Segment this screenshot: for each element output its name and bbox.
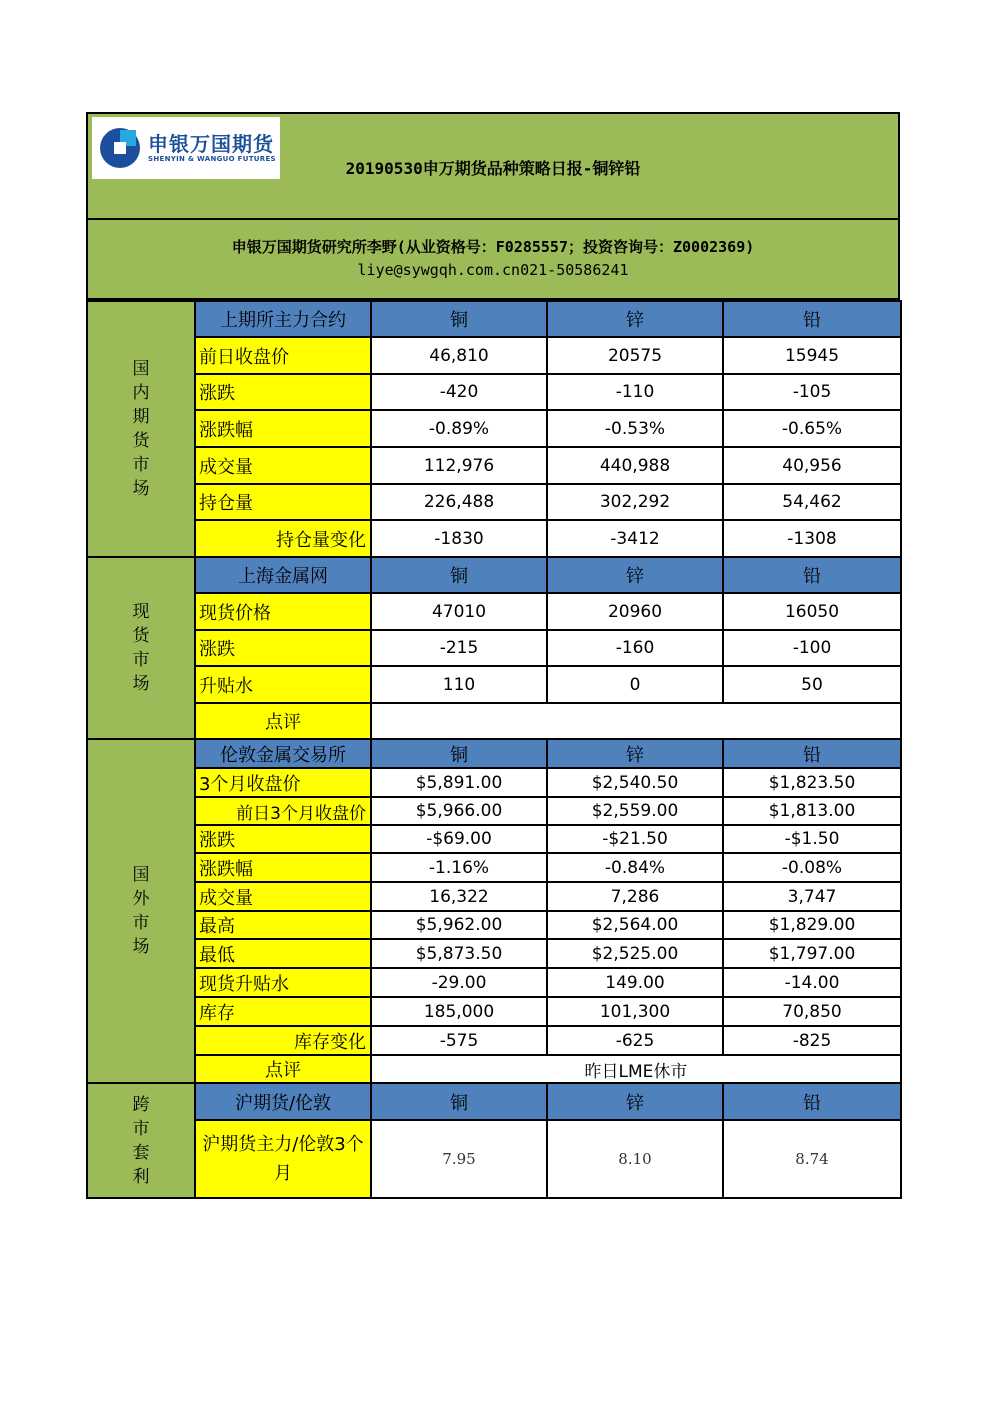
lead-value: -0.65%	[723, 410, 901, 447]
column-header-lead: 铅	[723, 739, 901, 768]
table-row	[87, 797, 901, 825]
table-row	[87, 997, 901, 1026]
table-row	[87, 374, 901, 410]
table-row	[87, 968, 901, 997]
spot-comment-row	[87, 703, 901, 739]
row-label: 成交量	[195, 882, 371, 911]
zinc-value: -0.53%	[547, 410, 723, 447]
author-info	[86, 220, 900, 300]
column-header-copper: 铜	[371, 739, 547, 768]
column-header-lead: 铅	[723, 301, 901, 337]
zinc-value: 440,988	[547, 447, 723, 484]
table-row	[87, 939, 901, 968]
copper-value: -$69.00	[371, 825, 547, 853]
copper-value: $5,962.00	[371, 911, 547, 939]
zinc-value: 7,286	[547, 882, 723, 911]
table-row	[87, 666, 901, 703]
copper-value: $5,966.00	[371, 797, 547, 825]
column-header-copper: 铜	[371, 557, 547, 593]
author-contact: liye@sywgqh.com.cn021-50586241	[357, 261, 629, 279]
lead-value: 70,850	[723, 997, 901, 1026]
row-label: 最高	[195, 911, 371, 939]
row-label: 前日3个月收盘价	[195, 797, 371, 825]
section-domestic-futures: 国 内 期 货 市 场	[87, 301, 195, 557]
lead-value: 16050	[723, 593, 901, 630]
lead-value: 54,462	[723, 484, 901, 520]
table-row	[87, 337, 901, 374]
copper-value: -1.16%	[371, 853, 547, 882]
zinc-value: 101,300	[547, 997, 723, 1026]
lead-ratio: 8.74	[723, 1120, 901, 1198]
table-row	[87, 1120, 901, 1198]
section-cross-market-arbitrage: 跨 市 套 利	[87, 1083, 195, 1198]
table-row	[87, 410, 901, 447]
lead-value: -100	[723, 630, 901, 666]
zinc-value: -0.84%	[547, 853, 723, 882]
copper-value: 112,976	[371, 447, 547, 484]
domestic-header-row	[87, 301, 901, 337]
row-label: 涨跌幅	[195, 853, 371, 882]
comment-label: 点评	[195, 703, 371, 739]
row-label: 3个月收盘价	[195, 768, 371, 797]
row-label: 涨跌幅	[195, 410, 371, 447]
column-header-exchange: 上海金属网	[195, 557, 371, 593]
row-label: 涨跌	[195, 630, 371, 666]
column-header-exchange: 伦敦金属交易所	[195, 739, 371, 768]
lead-value: -1308	[723, 520, 901, 557]
section-spot-market: 现 货 市 场	[87, 557, 195, 739]
lead-value: -0.08%	[723, 853, 901, 882]
copper-value: -0.89%	[371, 410, 547, 447]
column-header-zinc: 锌	[547, 1083, 723, 1120]
row-label: 涨跌	[195, 825, 371, 853]
lead-value: -14.00	[723, 968, 901, 997]
lead-value: $1,813.00	[723, 797, 901, 825]
copper-value: -420	[371, 374, 547, 410]
table-row	[87, 825, 901, 853]
copper-value: 110	[371, 666, 547, 703]
lead-value: -105	[723, 374, 901, 410]
lead-value: 40,956	[723, 447, 901, 484]
copper-value: -29.00	[371, 968, 547, 997]
arb-header-row	[87, 1083, 901, 1120]
copper-value: $5,891.00	[371, 768, 547, 797]
report-sheet	[86, 112, 900, 1199]
row-label: 现货价格	[195, 593, 371, 630]
lead-value: -825	[723, 1026, 901, 1055]
zinc-value: 20575	[547, 337, 723, 374]
section-foreign-market: 国 外 市 场	[87, 739, 195, 1083]
zinc-value: $2,559.00	[547, 797, 723, 825]
zinc-value: -110	[547, 374, 723, 410]
column-header-zinc: 锌	[547, 557, 723, 593]
table-row	[87, 520, 901, 557]
logo-english-name: SHENYIN & WANGUO FUTURES	[148, 155, 276, 163]
logo-chinese-name: 申银万国期货	[148, 132, 274, 156]
copper-value: 16,322	[371, 882, 547, 911]
row-label: 持仓量	[195, 484, 371, 520]
table-row	[87, 911, 901, 939]
foreign-header-row	[87, 739, 901, 768]
copper-value: $5,873.50	[371, 939, 547, 968]
row-label: 最低	[195, 939, 371, 968]
row-label: 成交量	[195, 447, 371, 484]
row-label: 沪期货主力/伦敦3个月	[195, 1120, 371, 1198]
zinc-value: 302,292	[547, 484, 723, 520]
market-table	[86, 300, 902, 1199]
copper-value: 185,000	[371, 997, 547, 1026]
spot-header-row	[87, 557, 901, 593]
column-header-ratio: 沪期货/伦敦	[195, 1083, 371, 1120]
row-label: 涨跌	[195, 374, 371, 410]
lead-value: $1,823.50	[723, 768, 901, 797]
zinc-value: $2,540.50	[547, 768, 723, 797]
row-label: 前日收盘价	[195, 337, 371, 374]
table-row	[87, 484, 901, 520]
comment-label: 点评	[195, 1055, 371, 1083]
copper-value: -215	[371, 630, 547, 666]
row-label: 库存	[195, 997, 371, 1026]
table-row	[87, 882, 901, 911]
report-title: 20190530申万期货品种策略日报-铜锌铅	[345, 159, 641, 178]
table-row	[87, 630, 901, 666]
column-header-lead: 铅	[723, 1083, 901, 1120]
zinc-value: -625	[547, 1026, 723, 1055]
report-header	[86, 112, 900, 220]
column-header-copper: 铜	[371, 1083, 547, 1120]
copper-value: 226,488	[371, 484, 547, 520]
lead-value: 3,747	[723, 882, 901, 911]
zinc-value: 0	[547, 666, 723, 703]
zinc-value: -$21.50	[547, 825, 723, 853]
spot-comment	[371, 703, 901, 739]
zinc-value: $2,525.00	[547, 939, 723, 968]
column-header-exchange: 上期所主力合约	[195, 301, 371, 337]
copper-value: -1830	[371, 520, 547, 557]
row-label: 升贴水	[195, 666, 371, 703]
zinc-value: 20960	[547, 593, 723, 630]
table-row	[87, 447, 901, 484]
lead-value: 15945	[723, 337, 901, 374]
copper-ratio: 7.95	[371, 1120, 547, 1198]
foreign-comment: 昨日LME休市	[371, 1055, 901, 1083]
row-label: 现货升贴水	[195, 968, 371, 997]
zinc-ratio: 8.10	[547, 1120, 723, 1198]
table-row	[87, 768, 901, 797]
lead-value: 50	[723, 666, 901, 703]
column-header-zinc: 锌	[547, 301, 723, 337]
author-line: 申银万国期货研究所李野(从业资格号：F0285557；投资咨询号：Z0002369)	[231, 238, 755, 256]
column-header-zinc: 锌	[547, 739, 723, 768]
column-header-lead: 铅	[723, 557, 901, 593]
table-row	[87, 1026, 901, 1055]
column-header-copper: 铜	[371, 301, 547, 337]
foreign-comment-row	[87, 1055, 901, 1083]
table-row	[87, 853, 901, 882]
row-label: 持仓量变化	[195, 520, 371, 557]
table-row	[87, 593, 901, 630]
zinc-value: $2,564.00	[547, 911, 723, 939]
copper-value: 47010	[371, 593, 547, 630]
copper-value: 46,810	[371, 337, 547, 374]
lead-value: $1,797.00	[723, 939, 901, 968]
zinc-value: 149.00	[547, 968, 723, 997]
row-label: 库存变化	[195, 1026, 371, 1055]
copper-value: -575	[371, 1026, 547, 1055]
zinc-value: -3412	[547, 520, 723, 557]
lead-value: -$1.50	[723, 825, 901, 853]
zinc-value: -160	[547, 630, 723, 666]
lead-value: $1,829.00	[723, 911, 901, 939]
